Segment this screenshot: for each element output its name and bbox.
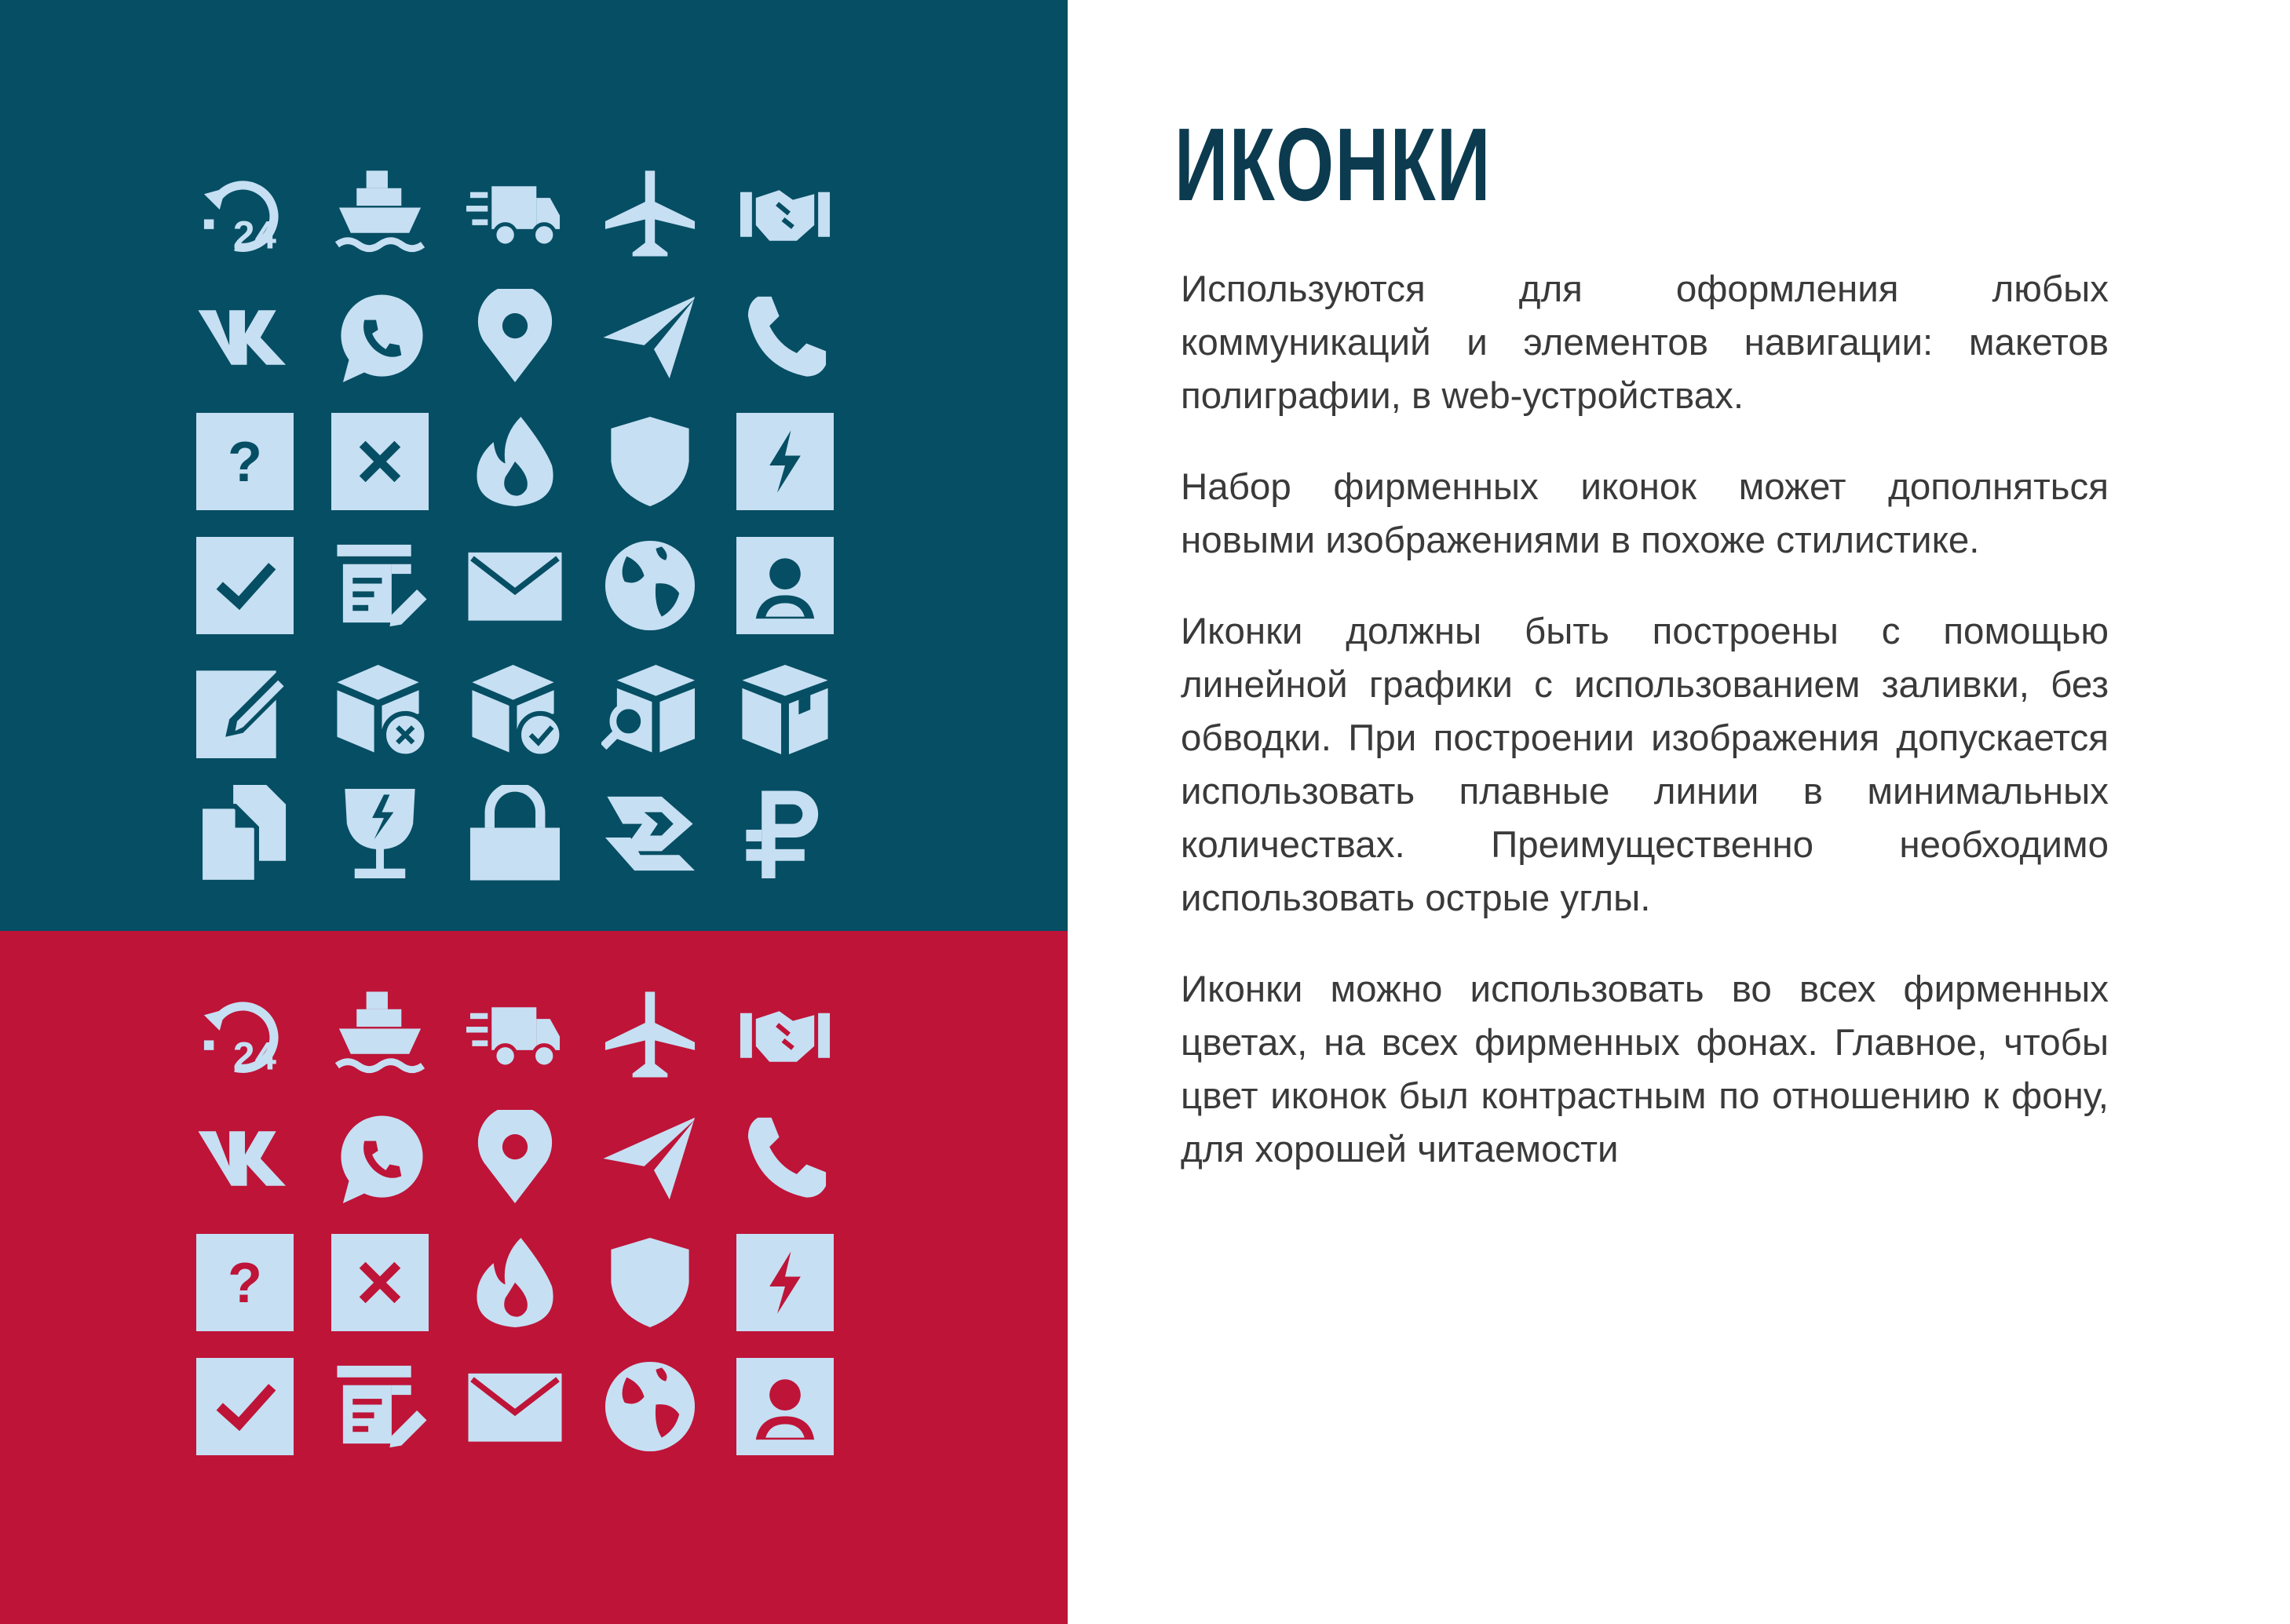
lightning-icon <box>736 413 834 510</box>
svg-text:24: 24 <box>232 213 276 257</box>
fragile-icon <box>331 785 429 882</box>
question-icon <box>196 413 294 510</box>
edit-list-icon <box>331 537 429 634</box>
page-title: ИКОНКИ <box>1174 107 1492 222</box>
close-icon <box>331 1234 429 1331</box>
clock-24-icon <box>196 165 294 262</box>
fire-icon <box>466 1234 564 1331</box>
whatsapp-icon <box>331 1110 429 1207</box>
checkbox-icon <box>196 537 294 634</box>
box-search-icon <box>601 661 699 758</box>
phone-icon <box>736 289 834 386</box>
airplane-icon <box>601 165 699 262</box>
paragraph-extension: Набор фирменных иконок может дополняться новыми изображениями в похоже стилистике. <box>1181 466 2109 561</box>
globe-icon <box>601 537 699 634</box>
airplane-icon <box>601 986 699 1083</box>
body-text <box>1181 263 2109 1214</box>
delivery-truck-icon <box>466 165 564 262</box>
lightning-icon <box>736 1234 834 1331</box>
hand-tag-icon <box>601 785 699 882</box>
svg-text:?: ? <box>228 430 262 494</box>
contact-icon <box>736 1358 834 1455</box>
mail-icon <box>466 1358 564 1455</box>
ship-icon <box>331 165 429 262</box>
vk-icon <box>196 1110 294 1207</box>
box-cancel-icon <box>331 661 429 758</box>
clock-24-icon <box>196 986 294 1083</box>
close-icon <box>331 413 429 510</box>
contact-icon <box>736 537 834 634</box>
fire-icon <box>466 413 564 510</box>
paragraph-usage: Используются для оформления любых коммуникаций и элементов навигации: макетов полиграфии, в web-устройствах. <box>1181 268 2109 417</box>
checkbox-icon <box>196 1358 294 1455</box>
location-pin-icon <box>466 289 564 386</box>
globe-icon <box>601 1358 699 1455</box>
box-check-icon <box>466 661 564 758</box>
svg-text:?: ? <box>228 1251 262 1315</box>
edit-icon <box>196 661 294 758</box>
svg-text:24: 24 <box>232 1034 276 1078</box>
vk-icon <box>196 289 294 386</box>
documents-icon <box>196 785 294 882</box>
send-icon <box>601 289 699 386</box>
phone-icon <box>736 1110 834 1207</box>
send-icon <box>601 1110 699 1207</box>
ship-icon <box>331 986 429 1083</box>
edit-list-icon <box>331 1358 429 1455</box>
shield-icon <box>601 413 699 510</box>
delivery-truck-icon <box>466 986 564 1083</box>
location-pin-icon <box>466 1110 564 1207</box>
question-icon <box>196 1234 294 1331</box>
handshake-icon <box>736 165 834 262</box>
shield-icon <box>601 1234 699 1331</box>
lock-icon <box>466 785 564 882</box>
paragraph-construction: Иконки должны быть построены с помощью линейной графики с использованием заливки, без обводки. При построении изображения допускается использовать плавные линии в минимальных количествах. Преимущественно необходимо использовать острые углы. <box>1181 611 2109 919</box>
handshake-icon <box>736 986 834 1083</box>
mail-icon <box>466 537 564 634</box>
ruble-icon <box>736 785 834 882</box>
icon-panel-blue <box>0 0 1068 931</box>
box-icon <box>736 661 834 758</box>
paragraph-colors: Иконки можно использовать во всех фирменных цветах, на всех фирменных фонах. Главное, чтобы цвет иконок был контрастным по отношению к фону, для хорошей читаемости <box>1181 969 2109 1170</box>
icon-panel-red <box>0 931 1068 1624</box>
whatsapp-icon <box>331 289 429 386</box>
